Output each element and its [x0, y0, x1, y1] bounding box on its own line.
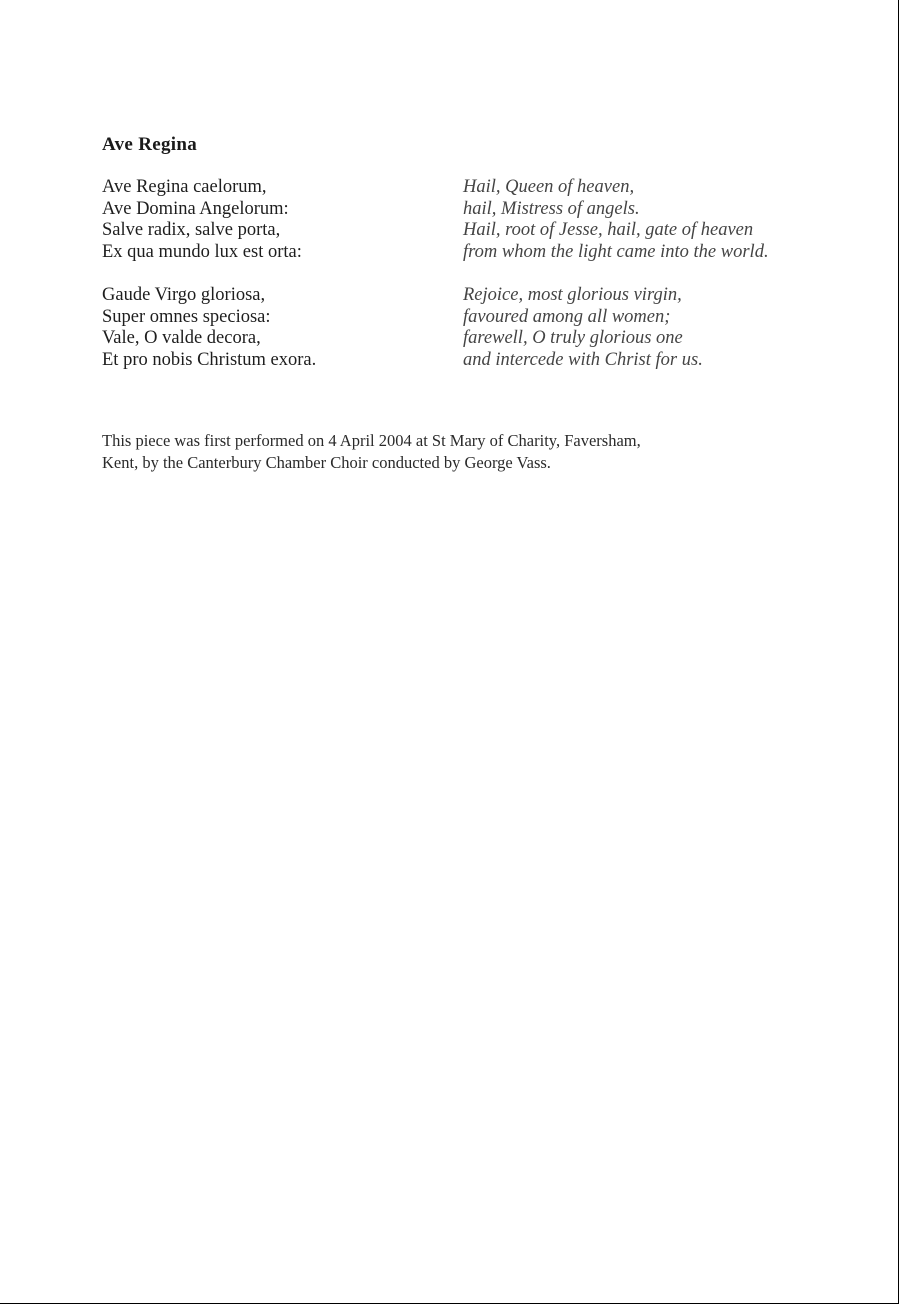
english-stanza-2: [463, 285, 703, 372]
latin-line: Ex qua mundo lux est orta:: [102, 242, 302, 263]
english-line: Hail, Queen of heaven,: [463, 177, 635, 197]
latin-line: Ave Regina caelorum,: [102, 177, 267, 197]
latin-stanza-1: [102, 177, 302, 264]
english-line: hail, Mistress of angels.: [463, 198, 640, 219]
english-line: and intercede with Christ for us.: [463, 350, 703, 371]
english-line: Rejoice, most glorious virgin,: [463, 285, 682, 305]
note-line: This piece was first performed on 4 April 2004 at St Mary of Charity, Faversham,: [102, 431, 641, 450]
latin-stanza-2: [102, 285, 316, 372]
latin-line: Gaude Virgo gloriosa,: [102, 285, 266, 305]
latin-line: Et pro nobis Christum exora.: [102, 350, 317, 371]
latin-line: Ave Domina Angelorum:: [102, 198, 289, 219]
latin-line: Vale, O valde decora,: [102, 328, 261, 349]
english-line: Hail, root of Jesse, hail, gate of heaven: [463, 220, 754, 241]
note-line: Kent, by the Canterbury Chamber Choir conducted by George Vass.: [102, 453, 551, 472]
english-line: from whom the light came into the world.: [463, 242, 769, 263]
latin-line: Super omnes speciosa:: [102, 306, 271, 327]
english-line: favoured among all women;: [463, 306, 671, 327]
latin-line: Salve radix, salve porta,: [102, 220, 281, 241]
page-title: Ave Regina: [102, 134, 197, 155]
performance-note: [102, 430, 802, 474]
english-line: farewell, O truly glorious one: [463, 328, 683, 349]
english-stanza-1: [463, 177, 769, 264]
